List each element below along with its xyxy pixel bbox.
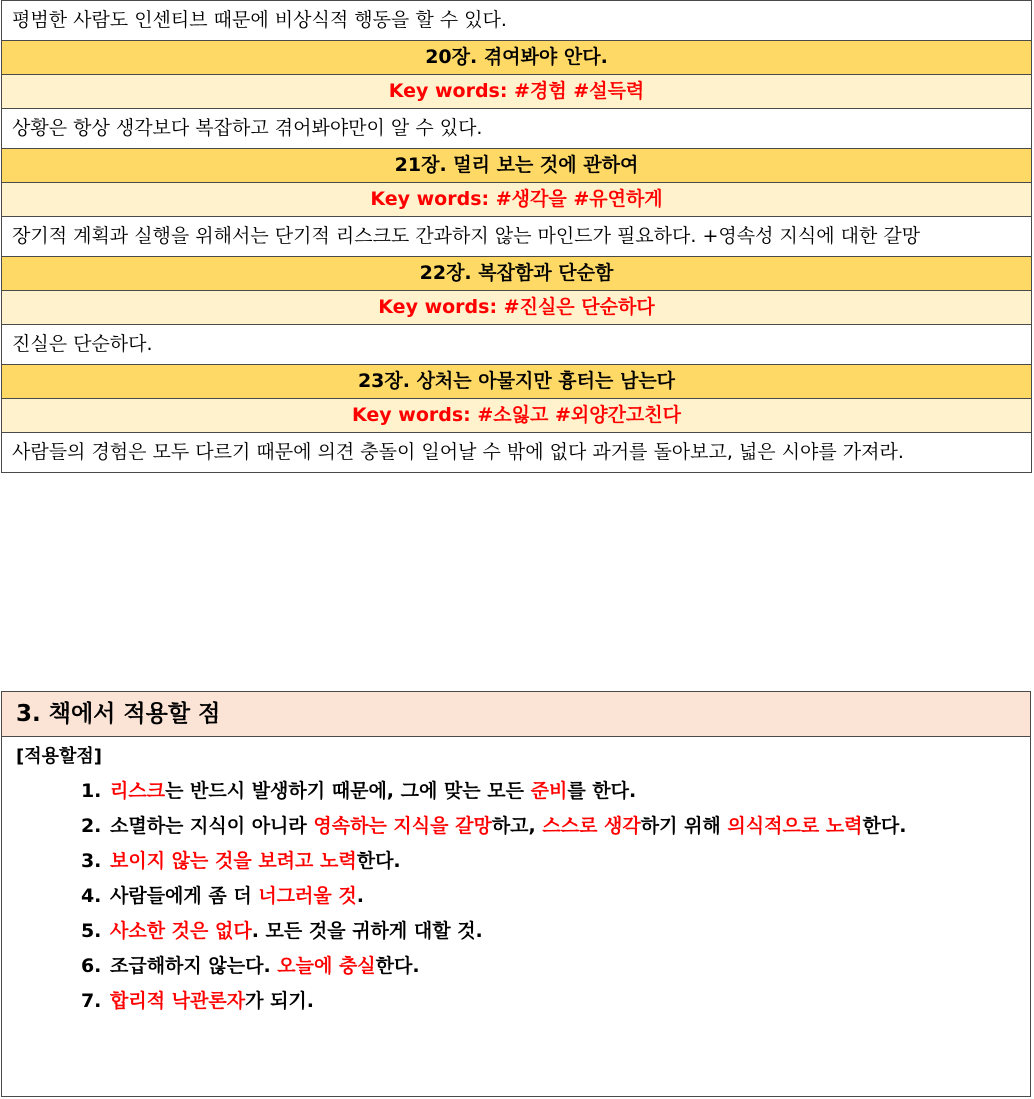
chapter-23-title: 23장. 상처는 아물지만 흉터는 남는다 (2, 365, 1032, 399)
item-text: 가 되기. (245, 990, 314, 1012)
chapter-21-keywords: Key words: #생각을 #유연하게 (2, 183, 1032, 217)
highlight-text: 너그러울 것 (258, 885, 357, 907)
item-text: 하고, (491, 815, 543, 837)
item-text: . (356, 885, 364, 907)
chapter-20-summary: 상황은 항상 생각보다 복잡하고 겪어봐야만이 알 수 있다. (2, 109, 1032, 149)
chapter-21-summary: 장기적 계획과 실행을 위해서는 단기적 리스크도 간과하지 않는 마인드가 필요하다. +영속성 지식에 대한 갈망 (2, 217, 1032, 257)
apply-subtitle: [적용할점] (16, 746, 103, 767)
chapter-22-keywords: Key words: #진실은 단순하다 (2, 291, 1032, 325)
chapter-23-summary: 사람들의 경험은 모두 다르기 때문에 의견 충돌이 일어날 수 밖에 없다 과거를 돌아보고, 넓은 시야를 가져라. (2, 433, 1032, 473)
list-item (108, 949, 1016, 984)
apply-section-title: 3. 책에서 적용할 점 (2, 692, 1030, 737)
item-text: 조급해하지 않는다. (110, 955, 278, 977)
highlight-text: 보이지 않는 것을 보려고 노력 (110, 850, 357, 872)
list-item (108, 844, 1016, 879)
chapter-23-keywords: Key words: #소잃고 #외양간고친다 (2, 399, 1032, 433)
highlight-text: 사소한 것은 없다 (110, 920, 252, 942)
apply-section (1, 691, 1031, 1097)
chapter-summary-table (1, 0, 1032, 473)
chapter-20-keywords: Key words: #경험 #설득력 (2, 75, 1032, 109)
item-text: 한다. (375, 955, 420, 977)
highlight-text: 합리적 낙관론자 (110, 990, 246, 1012)
highlight-text: 준비 (530, 780, 568, 802)
item-text: 사람들에게 좀 더 (110, 885, 259, 907)
chapter-22-summary: 진실은 단순하다. (2, 325, 1032, 365)
list-item (108, 984, 1016, 1019)
highlight-text: 오늘에 충실 (277, 955, 376, 977)
list-item (108, 879, 1016, 914)
item-text: 하기 위해 (640, 815, 728, 837)
item-text: 한다. (356, 850, 401, 872)
list-item (108, 914, 1016, 949)
summary-text-19: 평범한 사람도 인센티브 때문에 비상식적 행동을 할 수 있다. (2, 1, 1032, 41)
list-item (108, 809, 1016, 844)
apply-list (2, 774, 1030, 1019)
highlight-text: 리스크 (110, 780, 166, 802)
list-item (108, 774, 1016, 809)
highlight-text: 영속하는 지식을 갈망 (313, 815, 492, 837)
item-text: . 모든 것을 귀하게 대할 것. (251, 920, 483, 942)
item-text: 는 반드시 발생하기 때문에, 그에 맞는 모든 (165, 780, 531, 802)
item-text: 소멸하는 지식이 아니라 (110, 815, 314, 837)
highlight-text: 의식적으로 노력 (727, 815, 863, 837)
highlight-text: 스스로 생각 (542, 815, 641, 837)
chapter-20-title: 20장. 겪여봐야 안다. (2, 41, 1032, 75)
item-text: 한다. (862, 815, 907, 837)
chapter-22-title: 22장. 복잡함과 단순함 (2, 257, 1032, 291)
chapter-21-title: 21장. 멀리 보는 것에 관하여 (2, 149, 1032, 183)
item-text: 를 한다. (567, 780, 637, 802)
